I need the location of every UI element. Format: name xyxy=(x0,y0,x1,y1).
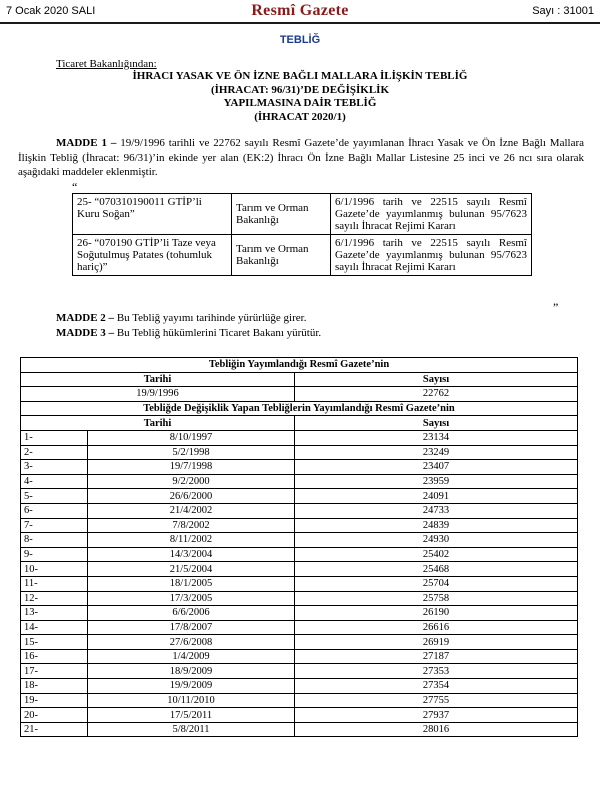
title-line: (İHRACAT: 96/31)’DE DEĞİŞİKLİK xyxy=(210,83,390,96)
row-date: 21/4/2002 xyxy=(88,503,295,518)
row-number: 10- xyxy=(21,562,88,577)
row-date: 14/3/2004 xyxy=(88,547,295,562)
row-gazette-number: 27187 xyxy=(295,649,578,664)
original-number: 22762 xyxy=(295,387,578,402)
amendment-item: 25- “070310190011 GTİP’li Kuru Soğan” xyxy=(73,194,232,235)
row-date: 7/8/2002 xyxy=(88,518,295,533)
row-number: 7- xyxy=(21,518,88,533)
table-heading-amendments: Tebliğde Değişiklik Yapan Tebliğlerin Yayımlandığı Resmî Gazete’nin xyxy=(21,401,578,416)
row-date: 10/11/2010 xyxy=(88,693,295,708)
row-gazette-number: 27354 xyxy=(295,679,578,694)
row-date: 5/2/1998 xyxy=(88,445,295,460)
row-date: 21/5/2004 xyxy=(88,562,295,577)
table-row xyxy=(21,562,578,577)
row-number: 21- xyxy=(21,722,88,737)
section-title: TEBLİĞ xyxy=(279,34,321,46)
row-number: 5- xyxy=(21,489,88,504)
row-gazette-number: 26190 xyxy=(295,606,578,621)
row-date: 17/5/2011 xyxy=(88,708,295,723)
title-line: İHRACI YASAK VE ÖN İZNE BAĞLI MALLARA İLİŞKİN TEBLİĞ xyxy=(132,70,468,82)
table-row xyxy=(21,430,578,445)
newspaper-title: Resmî Gazete xyxy=(251,2,349,19)
article-2-text: Bu Tebliğ yayımı tarihinde yürürlüğe girer. xyxy=(114,312,307,324)
table-row xyxy=(21,722,578,737)
amendment-authority: Tarım ve Orman Bakanlığı xyxy=(232,194,331,235)
article-3-label: MADDE 3 – xyxy=(56,327,115,339)
row-number: 12- xyxy=(21,591,88,606)
row-gazette-number: 26616 xyxy=(295,620,578,635)
amendment-row xyxy=(73,194,532,235)
article-3-text: Bu Tebliğ hükümlerini Ticaret Bakanı yürütür. xyxy=(114,327,322,339)
row-date: 19/7/1998 xyxy=(88,460,295,475)
row-gazette-number: 25704 xyxy=(295,576,578,591)
table-row xyxy=(21,460,578,475)
table-row xyxy=(21,533,578,548)
row-number: 14- xyxy=(21,620,88,635)
article-2-label: MADDE 2 – xyxy=(56,312,115,324)
table-column-header-row xyxy=(21,372,578,387)
table-row xyxy=(21,606,578,621)
table-heading-row xyxy=(21,401,578,416)
row-date: 18/9/2009 xyxy=(88,664,295,679)
row-number: 4- xyxy=(21,474,88,489)
row-number: 6- xyxy=(21,503,88,518)
table-row xyxy=(21,576,578,591)
row-number: 1- xyxy=(21,430,88,445)
row-date: 27/6/2008 xyxy=(88,635,295,650)
article-2 xyxy=(56,312,306,324)
title-line: YAPILMASINA DAİR TEBLİĞ xyxy=(223,97,377,109)
amendment-authority: Tarım ve Orman Bakanlığı xyxy=(232,235,331,276)
row-date: 17/8/2007 xyxy=(88,620,295,635)
table-row xyxy=(21,547,578,562)
table-heading-original: Tebliğin Yayımlandığı Resmî Gazete’nin xyxy=(21,358,578,373)
column-header-date: Tarihi xyxy=(21,372,295,387)
table-row xyxy=(21,649,578,664)
row-number: 19- xyxy=(21,693,88,708)
article-1 xyxy=(18,136,584,180)
row-gazette-number: 27755 xyxy=(295,693,578,708)
amendment-basis: 6/1/1996 tarih ve 22515 sayılı Resmî Gazete’de yayımlanmış bulunan 95/7623 sayılı İhracat Rejimi Kararı xyxy=(331,235,532,276)
row-number: 17- xyxy=(21,664,88,679)
row-gazette-number: 23249 xyxy=(295,445,578,460)
amendment-history-table xyxy=(20,357,578,737)
table-row xyxy=(21,591,578,606)
issue-number: Sayı : 31001 xyxy=(532,5,594,17)
row-date: 8/11/2002 xyxy=(88,533,295,548)
row-gazette-number: 24733 xyxy=(295,503,578,518)
row-number: 13- xyxy=(21,606,88,621)
row-number: 2- xyxy=(21,445,88,460)
title-line: (İHRACAT 2020/1) xyxy=(254,110,346,123)
header-date: 7 Ocak 2020 SALI xyxy=(6,5,96,17)
article-1-label: MADDE 1 – xyxy=(56,137,117,149)
column-header-date: Tarihi xyxy=(21,416,295,431)
row-gazette-number: 24930 xyxy=(295,533,578,548)
row-number: 11- xyxy=(21,576,88,591)
table-row xyxy=(21,620,578,635)
row-gazette-number: 23959 xyxy=(295,474,578,489)
row-date: 6/6/2006 xyxy=(88,606,295,621)
row-number: 9- xyxy=(21,547,88,562)
row-date: 18/1/2005 xyxy=(88,576,295,591)
table-row xyxy=(21,489,578,504)
row-number: 15- xyxy=(21,635,88,650)
row-gazette-number: 24839 xyxy=(295,518,578,533)
table-row xyxy=(21,693,578,708)
row-number: 18- xyxy=(21,679,88,694)
row-gazette-number: 25402 xyxy=(295,547,578,562)
row-number: 3- xyxy=(21,460,88,475)
row-gazette-number: 27937 xyxy=(295,708,578,723)
article-1-text: 19/9/1996 tarihli ve 22762 sayılı Resmî Gazete’de yayımlanan İhracı Yasak ve Ön İzne Bağlı Mallara İlişkin Tebliğ (İhracat: 96/31)’in ekinde yer alan (EK:2) İhracı Ön İzne Bağlı Mallar Listesine 25 inci ve 26 ncı sıra olarak aşağıdaki maddeler eklenmiştir. xyxy=(18,137,584,178)
row-date: 17/3/2005 xyxy=(88,591,295,606)
table-row xyxy=(21,445,578,460)
row-gazette-number: 25468 xyxy=(295,562,578,577)
table-row xyxy=(21,635,578,650)
row-date: 8/10/1997 xyxy=(88,430,295,445)
quote-close-mark: ” xyxy=(553,300,559,314)
ministry-name: Ticaret Bakanlığından: xyxy=(56,58,157,70)
amendment-row xyxy=(73,235,532,276)
row-number: 20- xyxy=(21,708,88,723)
table-row xyxy=(21,708,578,723)
row-gazette-number: 28016 xyxy=(295,722,578,737)
table-row xyxy=(21,474,578,489)
table-heading-row xyxy=(21,358,578,373)
column-header-number: Sayısı xyxy=(295,372,578,387)
row-gazette-number: 26919 xyxy=(295,635,578,650)
table-row-original xyxy=(21,387,578,402)
row-gazette-number: 23407 xyxy=(295,460,578,475)
document-title xyxy=(0,70,600,124)
table-row xyxy=(21,679,578,694)
amendment-item: 26- “070190 GTİP’li Taze veya Soğutulmuş Patates (tohumluk hariç)” xyxy=(73,235,232,276)
row-number: 16- xyxy=(21,649,88,664)
column-header-number: Sayısı xyxy=(295,416,578,431)
page-header xyxy=(0,0,600,24)
row-date: 26/6/2000 xyxy=(88,489,295,504)
original-date: 19/9/1996 xyxy=(21,387,295,402)
row-date: 19/9/2009 xyxy=(88,679,295,694)
row-gazette-number: 24091 xyxy=(295,489,578,504)
row-gazette-number: 27353 xyxy=(295,664,578,679)
table-row xyxy=(21,503,578,518)
table-row xyxy=(21,518,578,533)
row-gazette-number: 23134 xyxy=(295,430,578,445)
row-number: 8- xyxy=(21,533,88,548)
row-date: 9/2/2000 xyxy=(88,474,295,489)
row-date: 5/8/2011 xyxy=(88,722,295,737)
quote-open-mark: “ xyxy=(72,180,78,194)
table-column-header-row xyxy=(21,416,578,431)
article-3 xyxy=(56,327,321,339)
amendment-basis: 6/1/1996 tarih ve 22515 sayılı Resmî Gazete’de yayımlanmış bulunan 95/7623 sayılı İhracat Rejimi Kararı xyxy=(331,194,532,235)
row-gazette-number: 25758 xyxy=(295,591,578,606)
row-date: 1/4/2009 xyxy=(88,649,295,664)
table-row xyxy=(21,664,578,679)
amendment-table xyxy=(72,193,532,276)
